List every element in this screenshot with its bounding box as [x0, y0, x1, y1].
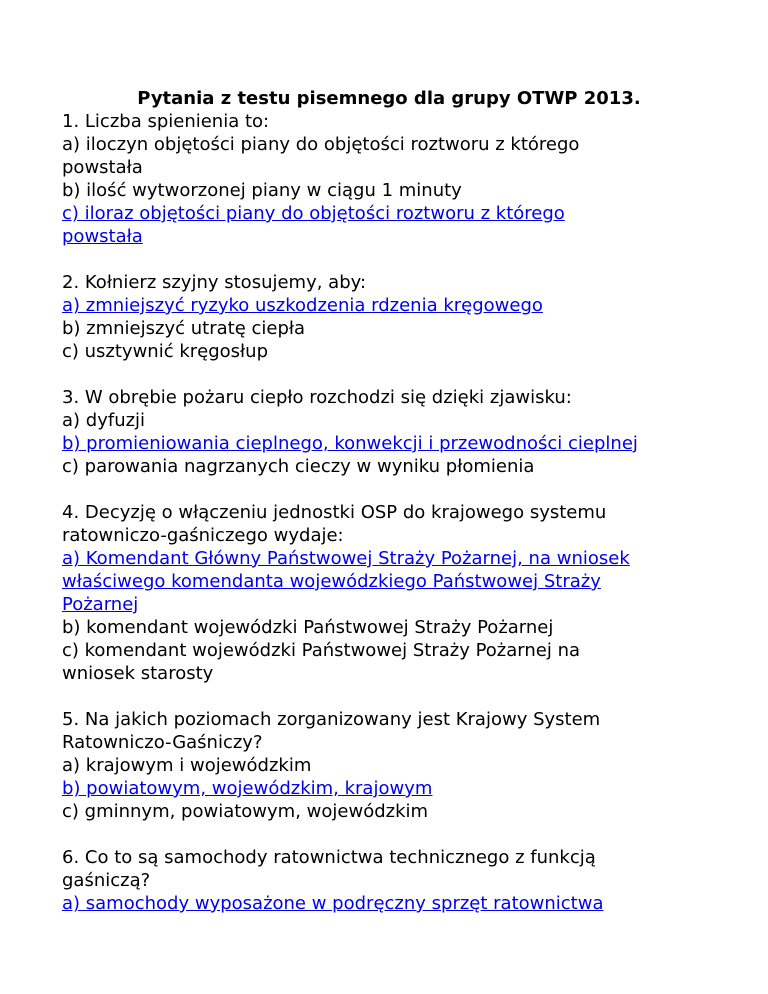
correct-answer-link[interactable]: powstała: [62, 226, 143, 247]
answer-option: b) komendant wojewódzki Państwowej Straży Pożarnej: [62, 617, 554, 638]
correct-answer-link[interactable]: Pożarnej: [62, 594, 139, 615]
question-text: 1. Liczba spienienia to:: [62, 111, 270, 132]
answer-line: [62, 777, 702, 800]
question-spacer: [62, 823, 702, 846]
correct-answer-link[interactable]: a) samochody wyposażone w podręczny sprzęt ratownictwa: [62, 893, 604, 914]
question-text: Ratowniczo-Gaśniczy?: [62, 732, 263, 753]
answer-option: c) usztywnić kręgosłup: [62, 341, 268, 362]
question-text: 6. Co to są samochody ratownictwa technicznego z funkcją: [62, 847, 596, 868]
answer-line: [62, 455, 702, 478]
question-text: 4. Decyzję o włączeniu jednostki OSP do krajowego systemu: [62, 502, 607, 523]
question-text: ratowniczo-gaśniczego wydaje:: [62, 525, 344, 546]
answer-option: a) krajowym i wojewódzkim: [62, 755, 312, 776]
answer-option: b) zmniejszyć utratę ciepła: [62, 318, 306, 339]
answer-line: [62, 317, 702, 340]
correct-answer-link[interactable]: c) iloraz objętości piany do objętości roztworu z którego: [62, 203, 565, 224]
answer-line: [62, 662, 702, 685]
answer-line: [62, 225, 702, 248]
answer-line: [62, 156, 702, 179]
question-block: [62, 271, 702, 363]
question-text: 2. Kołnierz szyjny stosujemy, aby:: [62, 272, 367, 293]
question-block: [62, 846, 702, 915]
correct-answer-link[interactable]: właściwego komendanta wojewódzkiego Państwowej Straży: [62, 571, 601, 592]
question-block: [62, 501, 702, 685]
answer-option: c) komendant wojewódzki Państwowej Straży Pożarnej na: [62, 640, 581, 661]
answer-line: [62, 593, 702, 616]
document-page: [62, 87, 702, 915]
answer-option: c) gminnym, powiatowym, wojewódzkim: [62, 801, 429, 822]
question-spacer: [62, 363, 702, 386]
correct-answer-link[interactable]: b) promieniowania cieplnego, konwekcji i przewodności cieplnej: [62, 433, 638, 454]
answer-line: [62, 202, 702, 225]
question-block: [62, 110, 702, 248]
answer-line: [62, 340, 702, 363]
question-spacer: [62, 478, 702, 501]
question-spacer: [62, 685, 702, 708]
document-title: Pytania z testu pisemnego dla grupy OTWP 2013.: [137, 88, 641, 109]
question-spacer: [62, 248, 702, 271]
correct-answer-link[interactable]: a) Komendant Główny Państwowej Straży Pożarnej, na wniosek: [62, 548, 630, 569]
answer-line: [62, 754, 702, 777]
question-text: 3. W obrębie pożaru ciepło rozchodzi się dzięki zjawisku:: [62, 387, 572, 408]
answer-line: [62, 616, 702, 639]
answer-line: [62, 570, 702, 593]
question-text: 5. Na jakich poziomach zorganizowany jest Krajowy System: [62, 709, 601, 730]
question-block: [62, 386, 702, 478]
answer-line: [62, 133, 702, 156]
answer-line: [62, 294, 702, 317]
answer-line: [62, 179, 702, 202]
answer-line: [62, 800, 702, 823]
answer-option: a) iloczyn objętości piany do objętości roztworu z którego: [62, 134, 580, 155]
answer-option: powstała: [62, 157, 143, 178]
answer-line: [62, 639, 702, 662]
question-block: [62, 708, 702, 823]
answer-line: [62, 409, 702, 432]
answer-line: [62, 547, 702, 570]
answer-line: [62, 432, 702, 455]
answer-option: wniosek starosty: [62, 663, 214, 684]
correct-answer-link[interactable]: a) zmniejszyć ryzyko uszkodzenia rdzenia kręgowego: [62, 295, 543, 316]
correct-answer-link[interactable]: b) powiatowym, wojewódzkim, krajowym: [62, 778, 433, 799]
question-list: [62, 110, 702, 915]
answer-option: c) parowania nagrzanych cieczy w wyniku płomienia: [62, 456, 535, 477]
answer-option: a) dyfuzji: [62, 410, 146, 431]
answer-line: [62, 892, 702, 915]
answer-option: b) ilość wytworzonej piany w ciągu 1 minuty: [62, 180, 462, 201]
question-text: gaśniczą?: [62, 870, 151, 891]
